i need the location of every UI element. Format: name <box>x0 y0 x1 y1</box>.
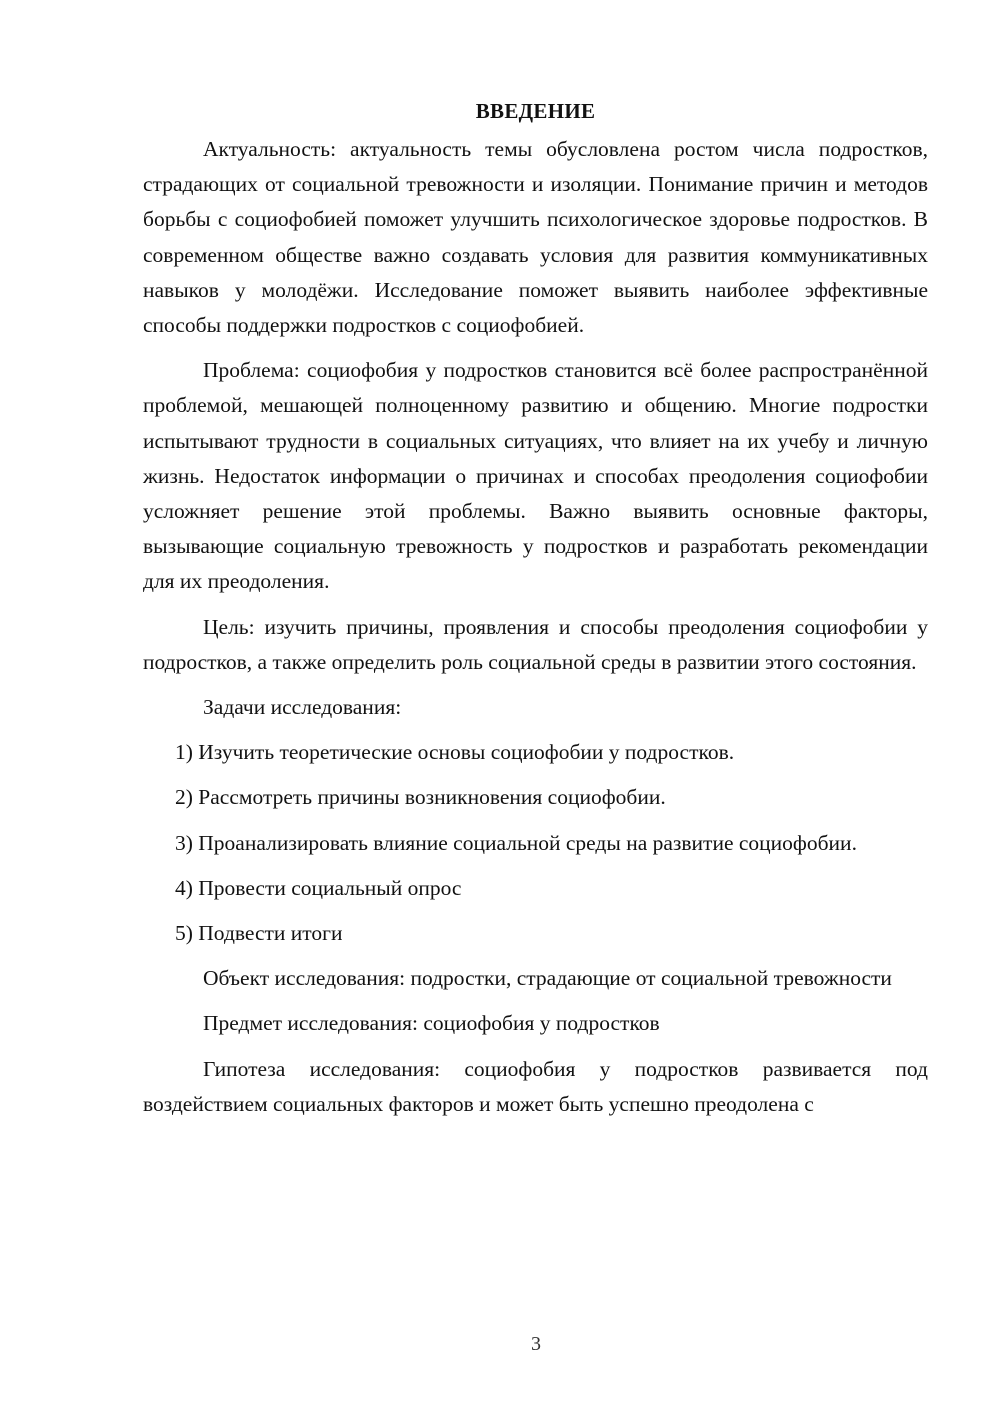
page-number: 3 <box>531 1333 541 1355</box>
section-title: ВВЕДЕНИЕ <box>475 99 596 123</box>
paragraph-goal: Цель: изучить причины, проявления и способы преодоления социофобии у подростков, а также определить роль социальной среды в развитии этого состояния. <box>143 614 928 674</box>
task-item-5: 5) Подвести итоги <box>175 921 343 946</box>
paragraph-relevance: Актуальность: актуальность темы обусловлена ростом числа подростков, страдающих от социальной тревожности и изоляции. Понимание причин и методов борьбы с социофобией поможет улучшить психологическое здоровье подростков. В современном обществе важно создавать условия для развития коммуникативных навыков у молодёжи. Исследование поможет выявить наиболее эффективные способы поддержки подростков с социофобией. <box>143 137 928 338</box>
paragraph-object: Объект исследования: подростки, страдающие от социальной тревожности <box>203 966 892 991</box>
task-item-2: 2) Рассмотреть причины возникновения социофобии. <box>175 785 666 810</box>
paragraph-subject: Предмет исследования: социофобия у подростков <box>203 1011 660 1036</box>
document-page <box>143 96 928 1132</box>
task-item-3: 3) Проанализировать влияние социальной среды на развитие социофобии. <box>175 830 857 855</box>
paragraph-problem: Проблема: социофобия у подростков становится всё более распространённой проблемой, мешающей полноценному развитию и общению. Многие подростки испытывают трудности в социальных ситуациях, что влияет на их учебу и личную жизнь. Недостаток информации о причинах и способах преодоления социофобии усложняет решение этой проблемы. Важно выявить основные факторы, вызывающие социальную тревожность у подростков и разработать рекомендации для их преодоления. <box>143 358 928 594</box>
task-item-4: 4) Провести социальный опрос <box>175 875 462 900</box>
task-item-1: 1) Изучить теоретические основы социофобии у подростков. <box>175 740 735 765</box>
paragraph-hypothesis: Гипотеза исследования: социофобия у подростков развивается под воздействием социальных факторов и может быть успешно преодолена с <box>143 1056 928 1116</box>
paragraph-tasks-heading: Задачи исследования: <box>203 695 402 720</box>
